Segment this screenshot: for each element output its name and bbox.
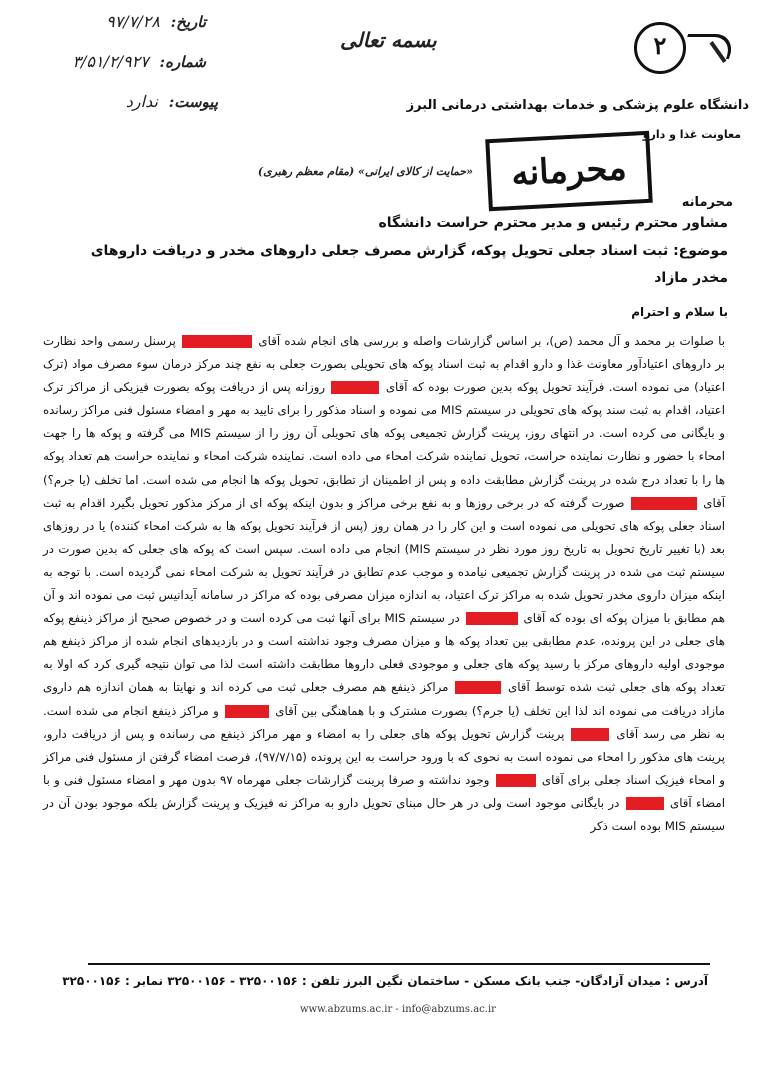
university-name: دانشگاه علوم پزشکی و خدمات بهداشتی درمانی البرز [406,98,749,113]
body-paragraph: با صلوات بر محمد و آل محمد (ص)، بر اساس گزارشات واصله و بررسی های انجام شده آقای پرسنل رسمی واحد نظارت بر داروهای اعتیادآور معاونت غذا و دارو اقدام به ثبت اسناد پوکه های تحویلی بصورت جعلی به نفع چند مرکز درمان سوء مصرف مواد (ترک اعتیاد) می نموده است. فرآیند تحویل پوکه بدین صورت بوده که آقای روزانه پس از دریافت پوکه بصورت فیزیکی از مراکز ترک اعتیاد، اقدام به ثبت سند پوکه های تحویلی در سیستم MIS می نموده و اسناد مذکور را برای تایید به مهر و امضاء مسئول فنی مراکز رسانده و بایگانی می کرده است. در انتهای روز، پرینت گزارش تجمیعی پوکه های تحویلی آن روز را از سیستم MIS می گرفته و پوکه ها را جهت امحاء با حضور و نظارت نماینده حراست، تحویل نماینده شرکت امحاء می داده است. نماینده شرکت امحاء و نماینده حراست هم تعداد پوکه ها را با تعداد درج شده در پرینت گزارش مطابقت داده و پس از اطمینان از تطابق، تحویل پوکه ها انجام می شده است. اما تخلف (یا جرم؟) آقای صورت گرفته که در برخی روزها و به نفع برخی مراکز و بدون اینکه پوکه ای از مرکز مذکور تحویل بگیرد اقدام به ثبت اسناد جعلی پوکه های تحویلی می نموده است و این کار را در همان روز (پس از فرآیند تحویل پوکه ها به شرکت امحاء کننده) یا در روزهای بعد (با تغییر تاریخ تحویل به تاریخ روز مورد نظر در سیستم MIS) انجام می داده است. سپس است که پوکه های جعلی که بدین صورت در سیستم ثبت می شده در پرینت گزارش تجمیعی نیامده و موجب عدم تطابق در فرآیند تحویل به شرکت امحاء نمی گردیده است. با توجه به اینکه میزان داروی مخدر تحویل شده به مراکز ترک اعتیاد، به اندازه میزان مصرفی بوده که مراکز در سامانه آیدانیس ثبت می نموده اند و آن هم مطابق با میزان پوکه ای بوده که آقای در سیستم MIS برای آنها ثبت می کرده است و در خصوص صحیح از مراکز ذینفع پوکه های جعلی در این پرونده، عدم مطابقی بین تعداد پوکه ها و میزان مصرف وجود نداشته است و در بازدیدهای انجام شده از مراکز ذینفع هم موجودی اولیه داروهای مرکز با رسید پوکه های جعلی و موجودی فعلی داروها مطابقت داشته است لذا می توان نتیجه گیری کرد که اولا به تعداد پوکه های جعلی ثبت شده توسط آقای مراکز ذینفع هم مصرف جعلی ثبت می کرده اند و نهایتا به همان اندازه هم داروی مازاد دریافت می نموده اند لذا این تخلف (یا جرم؟) بصورت مشترک و با هماهنگی بین آقای و مراکز ذینفع انجام می شده است. به نظر می رسد آقای پرینت گزارش تحویل پوکه های جعلی را به امضاء و مهر مراکز ذینفع می رسانده و پس از دریافت دارو، پرینت های مذکور را امحاء می نموده است به نحوی که با ورود حراست به این پرونده (۹۷/۷/۱۵)، فرصت امضاء گرفتن از مسئول فنی مراکز و امحاء فیزیک اسناد جعلی برای آقای وجود نداشته و صرفا پرینت گزارشات جعلی مهرماه ۹۷ بدون مهر و امضاء مسئول فنی و با امضاء آقای در بایگانی موجود است ولی در هر حال مبنای تحویل دارو به مراکز نه فیزیک و پرینت گزارش بلکه موجود بودن آن در سیستم MIS بوده است ذکر [43,334,726,833]
university-logo [620,18,740,88]
redacted-name [496,774,536,787]
subject: موضوع: ثبت اسناد جعلی تحویل پوکه، گزارش مصرف جعلی داروهای مخدر و دریافت داروهای مخدر مازاد [90,243,728,286]
redacted-name [225,705,269,718]
redacted-name [331,381,379,394]
footer-website: www.abzums.ac.ir - info@abzums.ac.ir [300,1004,496,1015]
logo-wing-icon [680,34,737,59]
addressee: مشاور محترم رئیس و مدیر محترم حراست دانشگاه [378,215,728,231]
redacted-name [631,497,697,510]
stamp-text: محرمانه [510,148,628,194]
attachment-label: پیوست: [168,93,218,111]
confidential-stamp [485,131,653,211]
logo-numeral: ۲ [653,31,667,60]
basmala: بسمه تعالی [340,28,437,52]
slogan: «حمایت از کالای ایرانی» (مقام معظم رهبری) [257,165,473,178]
redacted-name [182,335,252,348]
redacted-name [455,681,501,694]
attachment-line [78,92,218,111]
date-label: تاریخ: [170,13,206,31]
number-value: ۳/۵۱/۲/۹۲۷ [72,52,149,71]
date-value: ۹۷/۷/۲۸ [106,12,160,31]
date-line [36,12,206,31]
redacted-name [626,797,664,810]
letter-body [43,330,725,838]
number-line [20,52,206,71]
redacted-name [466,612,518,625]
number-label: شماره: [159,53,206,71]
confidential-label: محرمانه [681,195,733,210]
greeting: با سلام و احترام [631,305,728,319]
footer-address: آدرس : میدان آزادگان- جنب بانک مسکن - ساختمان نگین البرز تلفن : ۳۲۵۰۰۱۵۶ - ۳۲۵۰۰۱۵۶ نمابر : ۳۲۵۰۰۱۵۶ [62,974,708,988]
logo-emblem-icon [634,22,686,74]
vice-chancellery: معاونت غذا و دارو [642,128,741,141]
attachment-value: ندارد [125,92,158,111]
footer-divider [88,963,710,965]
redacted-name [571,728,609,741]
